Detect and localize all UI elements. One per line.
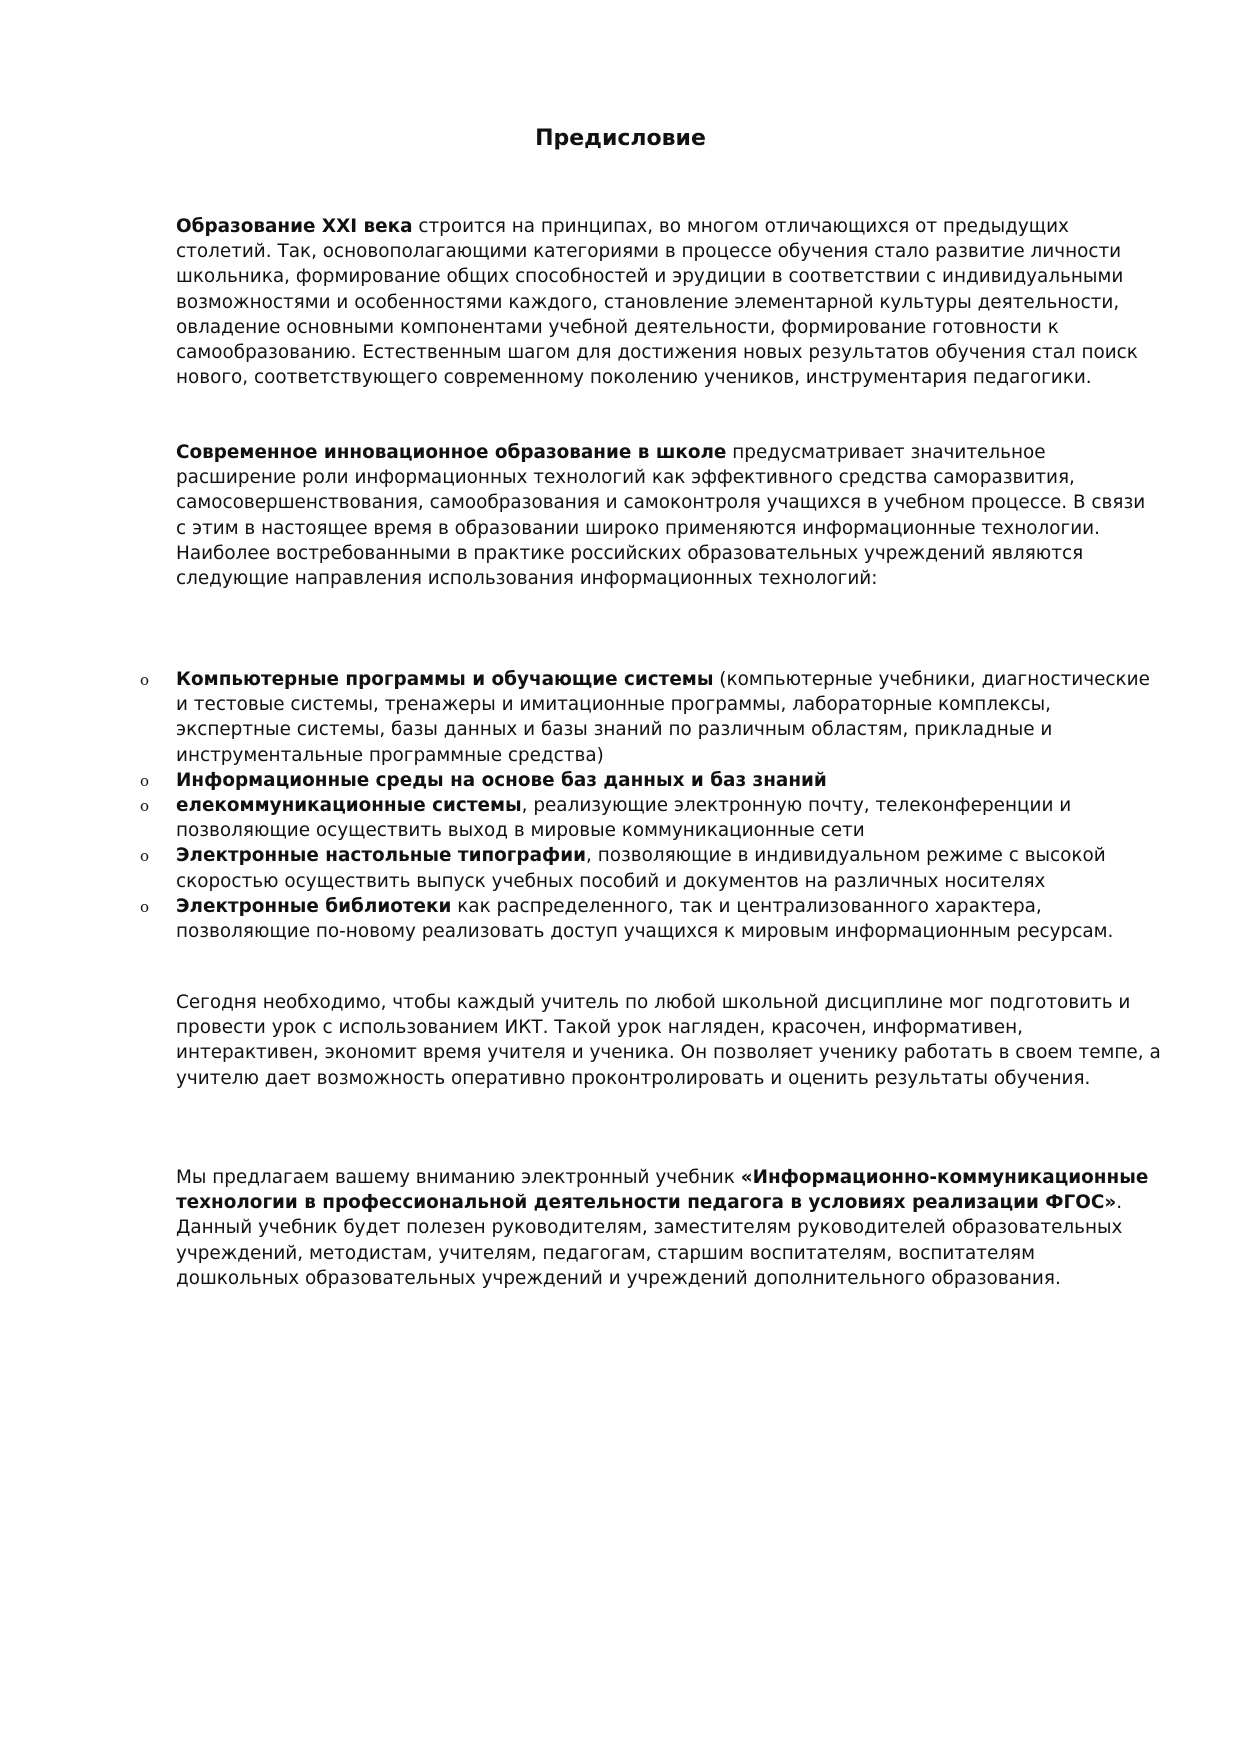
paragraph-textbook-text-before: Мы предлагаем вашему вниманию электронный учебник bbox=[176, 1167, 741, 1188]
paragraph-ict-lesson bbox=[176, 990, 1161, 1091]
list-item-text: , реализующие электронную почту, телеконференции и позволяющие осуществить выход в мировые коммуникационные сети bbox=[176, 795, 1072, 842]
list-item bbox=[140, 768, 1161, 793]
list-item-text: (компьютерные учебники, диагностические и тестовые системы, тренажеры и имитационные программы, лабораторные комплексы, экспертные системы, базы данных и базы знаний по различным областям, прикладные и инструментальные программные средства) bbox=[176, 669, 1150, 766]
list-item bbox=[140, 843, 1161, 893]
list-item-bold: Электронные настольные типографии bbox=[176, 845, 587, 867]
list-item-bold: елекоммуникационные системы bbox=[176, 795, 522, 817]
bullet-icon: o bbox=[140, 797, 150, 816]
list-item-text: , позволяющие в индивидуальном режиме с высокой скоростью осуществить выпуск учебных пособий и документов на различных носителях bbox=[176, 845, 1106, 892]
list-item-text: как распределенного, так и централизованного характера, позволяющие по-новому реализовать доступ учащихся к мировым информационным ресурсам. bbox=[176, 895, 1114, 943]
paragraph-textbook-bold: «Информационно-коммуникационные технологии в профессиональной деятельности педагога в условиях реализации ФГОС» bbox=[176, 1167, 1149, 1214]
paragraph-innovation-bold: Современное инновационное образование в школе bbox=[176, 442, 727, 463]
paragraph-intro-bold: Образование XXI века bbox=[176, 216, 413, 237]
technology-list bbox=[140, 667, 1161, 944]
list-item-bold: Электронные библиотеки bbox=[176, 895, 452, 917]
page-title: Предисловие bbox=[535, 126, 706, 151]
bullet-icon: o bbox=[140, 671, 150, 689]
list-item bbox=[140, 894, 1161, 944]
list-item bbox=[140, 793, 1161, 843]
paragraph-textbook-text-after: . Данный учебник будет полезен руководителям, заместителям руководителей образовательных учреждений, методистам, учителям, педагогам, старшим воспитателям, воспитателям дошкольных образовательных учреждений и учреждений дополнительного образования. bbox=[176, 1192, 1123, 1289]
list-item bbox=[140, 667, 1161, 768]
paragraph-textbook bbox=[176, 1165, 1161, 1291]
bullet-icon: o bbox=[140, 847, 150, 866]
paragraph-ict-lesson-text: Сегодня необходимо, чтобы каждый учитель по любой школьной дисциплине мог подготовить и провести урок с использованием ИКТ. Такой урок нагляден, красочен, информативен, интерактивен, экономит время учителя и ученика. Он позволяет ученику работать в своем темпе, а учителю дает возможность оперативно проконтролировать и оценить результаты обучения. bbox=[176, 992, 1161, 1089]
list-item-bold: Компьютерные программы и обучающие системы bbox=[176, 669, 714, 690]
paragraph-intro bbox=[176, 214, 1161, 390]
list-item-bold: Информационные среды на основе баз данных и баз знаний bbox=[176, 769, 827, 791]
paragraph-innovation bbox=[176, 440, 1161, 591]
paragraph-intro-text: строится на принципах, во многом отличающихся от предыдущих столетий. Так, основополагающими категориями в процессе обучения стало развитие личности школьника, формирование общих способностей и эрудиции в соответствии с индивидуальными возможностями и особенностями каждого, становление элементарной культуры деятельности, овладение основными компонентами учебной деятельности, формирование готовности к самообразованию. Естественным шагом для достижения новых результатов обучения стал поиск нового, соответствующего современному поколению учеников, инструментария педагогики. bbox=[176, 216, 1138, 389]
paragraph-innovation-text: предусматривает значительное расширение роли информационных технологий как эффективного средства саморазвития, самосовершенствования, самообразования и самоконтроля учащихся в учебном процессе. В связи с этим в настоящее время в образовании широко применяются информационные технологии. Наиболее востребованными в практике российских образовательных учреждений являются следующие направления использования информационных технологий: bbox=[176, 442, 1146, 590]
bullet-icon: o bbox=[140, 771, 150, 790]
bullet-icon: o bbox=[140, 897, 150, 916]
